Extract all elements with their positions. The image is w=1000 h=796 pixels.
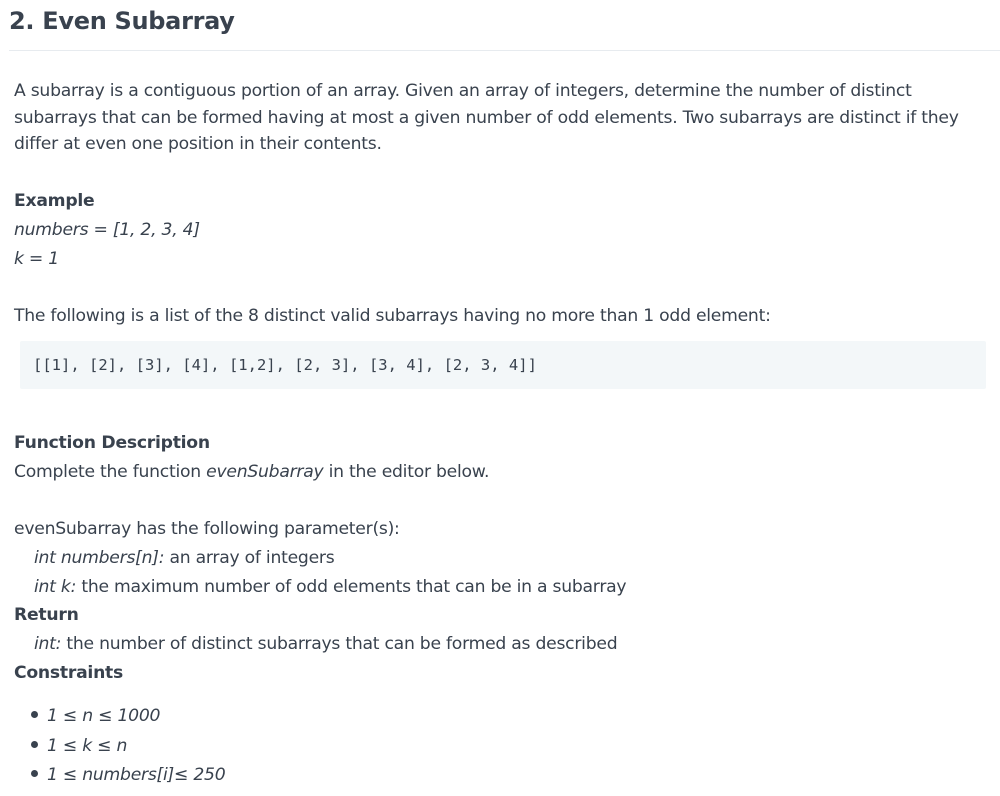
example-code-text: [[1], [2], [3], [4], [1,2], [2, 3], [3, 4], [2, 3, 4]]	[33, 356, 537, 374]
constraint-text: 1 ≤ n ≤ 1000	[47, 706, 161, 726]
title-divider	[9, 50, 1000, 51]
bullet-icon	[31, 770, 38, 777]
param-desc: the maximum number of odd elements that can be in a subarray	[76, 577, 627, 597]
function-description-text	[14, 459, 489, 485]
constraint-item	[31, 733, 127, 759]
function-description-heading: Function Description	[14, 433, 210, 453]
bullet-icon	[31, 711, 38, 718]
return-type: int:	[34, 634, 62, 654]
page-title: 2. Even Subarray	[9, 7, 235, 35]
example-description: The following is a list of the 8 distinct valid subarrays having no more than 1 odd element:	[14, 306, 771, 326]
example-numbers: numbers = [1, 2, 3, 4]	[14, 220, 200, 240]
bullet-icon	[31, 741, 38, 748]
param-desc: an array of integers	[164, 548, 335, 568]
problem-intro: A subarray is a contiguous portion of an array. Given an array of integers, determine the number of distinct subarrays that can be formed having at most a given number of odd elements. Two subarrays are distinct if they differ at even one position in their contents.	[14, 81, 959, 154]
constraint-text: 1 ≤ numbers[i]≤ 250	[47, 765, 226, 785]
example-k: k = 1	[14, 249, 59, 269]
param-numbers	[34, 545, 334, 571]
param-name: int k:	[34, 577, 77, 597]
example-code-block	[20, 341, 986, 389]
return-heading: Return	[14, 605, 79, 625]
return-desc: the number of distinct subarrays that can be formed as described	[61, 634, 618, 654]
params-intro: evenSubarray has the following parameter(s):	[14, 519, 400, 539]
constraint-item	[31, 762, 225, 788]
constraints-heading: Constraints	[14, 663, 124, 683]
param-name: int numbers[n]:	[34, 548, 165, 568]
constraint-item	[31, 703, 160, 729]
function-description-suffix: in the editor below.	[323, 462, 490, 482]
param-k	[34, 574, 626, 600]
return-line	[34, 631, 617, 657]
function-description-prefix: Complete the function	[14, 462, 207, 482]
constraint-text: 1 ≤ k ≤ n	[47, 736, 128, 756]
example-heading: Example	[14, 191, 95, 211]
function-name: evenSubarray	[206, 462, 324, 482]
